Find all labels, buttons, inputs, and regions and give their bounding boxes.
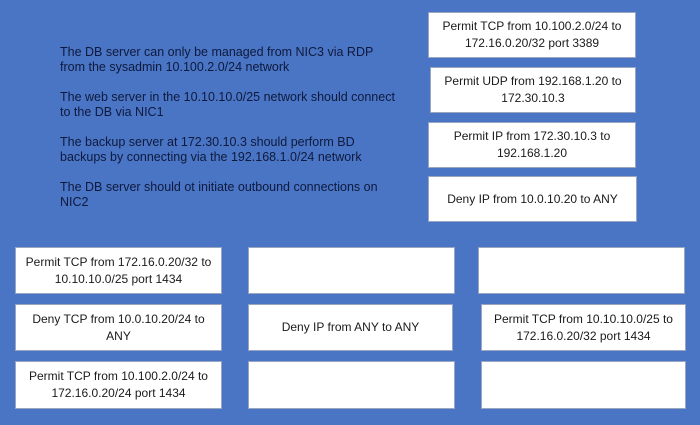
rule-card-label: Deny IP from ANY to ANY bbox=[281, 320, 420, 334]
rule-card-label: Permit TCP from 10.10.10.0/25 to 172.16.0.20/32 port 1434 bbox=[494, 311, 673, 343]
rule-card[interactable] bbox=[428, 176, 637, 222]
rule-card-label: Permit TCP from 10.100.2.0/24 to 172.16.0.20/32 port 3389 bbox=[442, 19, 622, 50]
rule-card[interactable] bbox=[248, 304, 453, 351]
rule-card-label: Permit TCP from 10.100.2.0/24 to 172.16.0.20/24 port 1434 bbox=[29, 369, 208, 400]
rule-card[interactable] bbox=[428, 12, 636, 58]
rule-card-label: Permit IP from 172.30.10.3 to 192.168.1.20 bbox=[453, 129, 611, 160]
empty-drop-slot[interactable] bbox=[248, 361, 455, 409]
requirement-no-outbound: The DB server should ot initiate outbound connections on NIC2 bbox=[60, 180, 378, 209]
empty-drop-slot[interactable] bbox=[478, 247, 685, 294]
requirement-backup: The backup server at 172.30.10.3 should perform BD backups by connecting via the 192.168.1.0/24 network bbox=[60, 135, 362, 164]
rule-card-label: Deny TCP from 10.0.10.20/24 to ANY bbox=[32, 311, 205, 343]
rule-card-label: Permit TCP from 172.16.0.20/32 to 10.10.10.0/25 port 1434 bbox=[25, 254, 212, 286]
rule-card[interactable] bbox=[430, 67, 636, 113]
rule-card[interactable] bbox=[15, 361, 222, 409]
rule-card[interactable] bbox=[15, 247, 222, 294]
rule-card[interactable] bbox=[15, 304, 222, 351]
requirement-rdp-management: The DB server can only be managed from NIC3 via RDP from the sysadmin 10.100.2.0/24 network bbox=[60, 45, 374, 74]
rule-card[interactable] bbox=[481, 304, 686, 351]
requirement-web-to-db: The web server in the 10.10.10.0/25 network should connect to the DB via NIC1 bbox=[60, 90, 395, 119]
empty-drop-slot[interactable] bbox=[248, 247, 455, 294]
rule-card-label: Deny IP from 10.0.10.20 to ANY bbox=[447, 191, 618, 206]
empty-drop-slot[interactable] bbox=[481, 361, 686, 409]
rule-card[interactable] bbox=[428, 122, 636, 168]
rule-card-label: Permit UDP from 192.168.1.20 to 172.30.10.3 bbox=[444, 74, 622, 105]
